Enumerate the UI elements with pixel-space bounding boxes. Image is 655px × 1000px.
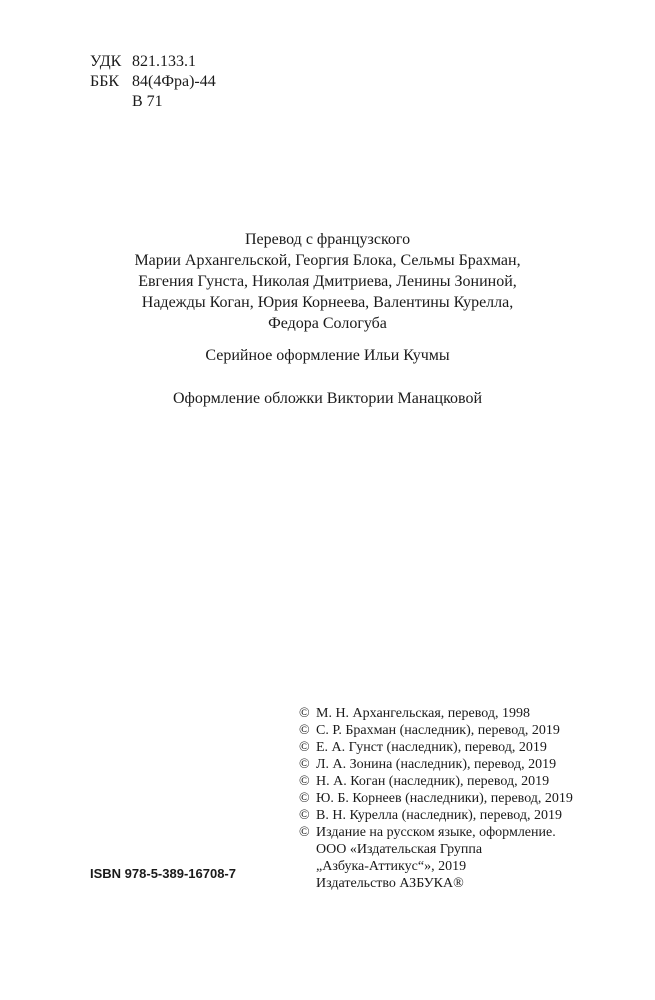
copyright-text: Л. А. Зонина (наследник), перевод, 2019 [316, 757, 557, 772]
publisher-line: Издательство АЗБУКА® [316, 876, 464, 891]
translators-credit [0, 229, 655, 334]
translators-line: Марии Архангельской, Георгия Блока, Сельмы Брахман, [134, 252, 521, 269]
cover-design-text: Оформление обложки Виктории Манацковой [172, 390, 483, 407]
copyright-entry [299, 722, 573, 739]
copyright-entry [299, 773, 573, 790]
copyright-text: С. Р. Брахман (наследник), перевод, 2019 [316, 723, 560, 738]
copyright-text: Е. А. Гунст (наследник), перевод, 2019 [316, 740, 547, 755]
bbk-label: ББК [90, 73, 120, 90]
author-mark-row [90, 92, 216, 112]
copyright-entry [299, 790, 573, 807]
copyright-entry [299, 756, 573, 773]
copyright-symbol: © [299, 825, 310, 840]
copyright-entry [299, 824, 573, 841]
translators-line: Федора Сологуба [268, 315, 387, 332]
series-design-credit [0, 345, 655, 366]
copyright-symbol: © [299, 740, 310, 755]
bbk-value: 84(4Фра)-44 [132, 73, 216, 90]
publisher-line: „Азбука-Аттикус“», 2019 [316, 859, 467, 874]
copyright-symbol: © [299, 757, 310, 772]
series-design-text: Серийное оформление Ильи Кучмы [205, 347, 450, 364]
isbn: ISBN 978-5-389-16708-7 [90, 866, 236, 881]
udk-label: УДК [90, 53, 122, 70]
translators-line: Евгения Гунста, Николая Дмитриева, Ленины Зониной, [138, 273, 517, 290]
udk-row [90, 52, 216, 72]
cover-design-credit [0, 388, 655, 409]
author-mark: В 71 [132, 93, 163, 110]
copyright-text: Ю. Б. Корнеев (наследники), перевод, 2019 [316, 791, 573, 806]
udk-value: 821.133.1 [132, 53, 196, 70]
copyright-entry [299, 807, 573, 824]
copyright-text: Издание на русском языке, оформление. [316, 825, 556, 840]
copyright-symbol: © [299, 791, 310, 806]
copyright-symbol: © [299, 774, 310, 789]
copyright-symbol: © [299, 723, 310, 738]
copyright-text: В. Н. Курелла (наследник), перевод, 2019 [316, 808, 562, 823]
copyright-entry [299, 705, 573, 722]
copyright-symbol: © [299, 808, 310, 823]
publisher-line: ООО «Издательская Группа [316, 842, 483, 857]
translators-line: Перевод с французского [244, 231, 411, 248]
translators-line: Надежды Коган, Юрия Корнеева, Валентины Курелла, [141, 294, 514, 311]
copyright-text: Н. А. Коган (наследник), перевод, 2019 [316, 774, 550, 789]
catalog-block [90, 52, 216, 112]
copyright-symbol: © [299, 706, 310, 721]
copyright-block [299, 705, 573, 892]
copyright-text: М. Н. Архангельская, перевод, 1998 [316, 706, 530, 721]
copyright-entry [299, 739, 573, 756]
bbk-row [90, 72, 216, 92]
